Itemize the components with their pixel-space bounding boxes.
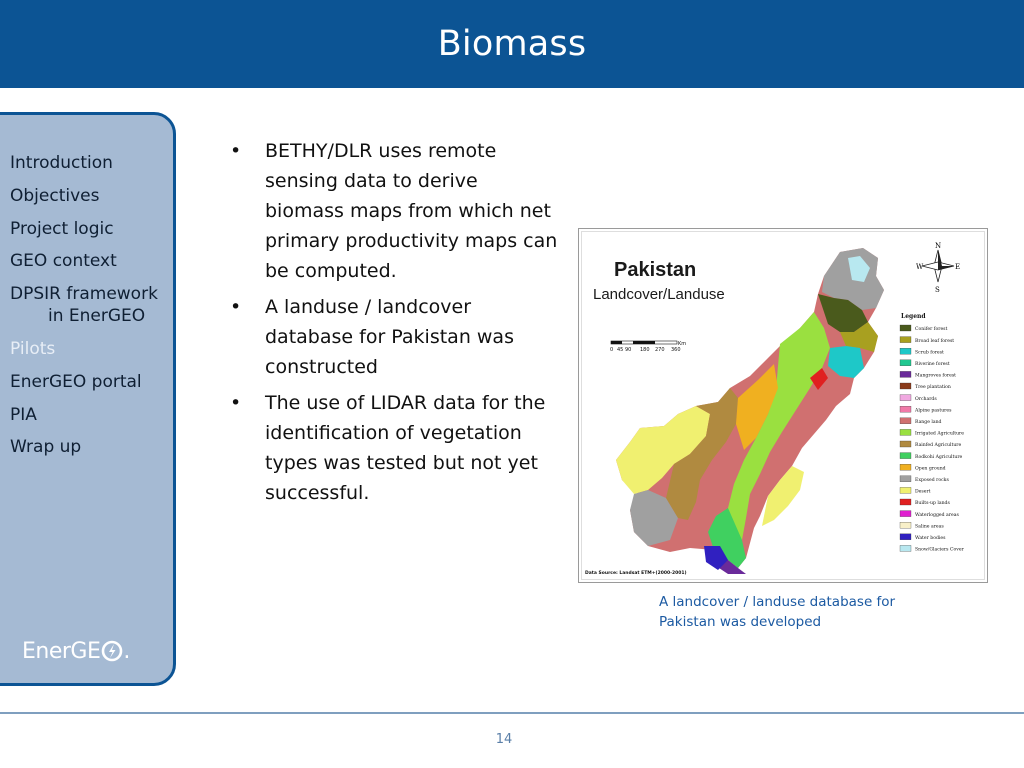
nav-item-pilots[interactable]: Pilots (10, 338, 56, 359)
legend-label: Broad leaf forest (915, 338, 955, 344)
legend-label: Tree plantation (915, 385, 951, 391)
legend-swatch (900, 325, 911, 331)
legend-swatch (900, 418, 911, 424)
nav-item-objectives[interactable]: Objectives (10, 185, 100, 206)
compass-s: S (935, 286, 940, 294)
scale-tick: 90 (625, 347, 632, 353)
scale-tick: 360 (671, 347, 681, 353)
map-data-source: Data Source: Landsat ETM+(2000-2001) (585, 571, 687, 576)
legend-swatch (900, 511, 911, 517)
legend-swatch (900, 499, 911, 505)
legend-swatch (900, 406, 911, 412)
footer-divider (0, 712, 1024, 714)
legend-label: Riverine forest (915, 362, 950, 367)
legend-label: Desert (915, 489, 931, 495)
legend-label: Exposed rocks (915, 478, 949, 483)
legend-label: Rainfed Agriculture (915, 443, 962, 449)
scale-bar (610, 341, 686, 353)
compass-e: E (955, 263, 961, 271)
nav-item-geo-context[interactable]: GEO context (10, 251, 117, 272)
legend-swatch (900, 545, 911, 551)
legend-label: Irrigated Agriculture (915, 431, 964, 437)
legend-swatch (900, 337, 911, 343)
legend-label: Conifer forest (915, 327, 948, 333)
legend-swatch (900, 441, 911, 447)
bullet-text: BETHY/DLR uses remote sensing data to derive biomass maps from which net primary productivity maps can be computed. (265, 140, 558, 282)
pakistan-landcover-map (578, 228, 988, 583)
nav-item-introduction[interactable]: Introduction (10, 153, 113, 173)
energeo-logo (22, 636, 130, 666)
legend-title: Legend (901, 313, 926, 320)
legend-label: Orchards (915, 396, 937, 402)
legend-swatch (900, 522, 911, 528)
compass-w: W (916, 263, 924, 271)
scale-tick: 45 (617, 347, 624, 353)
legend-swatch (900, 383, 911, 389)
nav-item-energeo-portal[interactable]: EnerGEO portal (10, 371, 142, 392)
legend-label: Water bodies (915, 536, 946, 541)
logo-text: EnerGE (22, 638, 101, 664)
legend-swatch (900, 360, 911, 366)
bullet-list (226, 136, 561, 514)
legend-label: Open ground (915, 466, 946, 472)
legend-label: Range land (915, 420, 942, 425)
legend-swatch (900, 453, 911, 459)
scale-tick: 270 (655, 347, 665, 353)
legend-label: Waterlogged areas (915, 512, 959, 518)
bullet-item (226, 388, 561, 508)
nav-item-label: DPSIR framework (10, 284, 158, 305)
bullet-text: The use of LIDAR data for the identification of vegetation types was tested but not yet successful. (265, 392, 546, 504)
bullet-text: A landuse / landcover database for Pakistan was constructed (265, 296, 514, 378)
logo-suffix: . (123, 638, 131, 664)
legend-label: Scrub forest (915, 350, 944, 356)
legend-swatch (900, 348, 911, 354)
map-title: Pakistan (614, 259, 697, 281)
nav-item-project-logic[interactable]: Project logic (10, 218, 114, 239)
nav-item-pia[interactable]: PIA (10, 404, 37, 425)
bullet-marker: • (230, 140, 242, 162)
legend-swatch (900, 371, 911, 377)
legend-label: Snow/Glaciers Cover (915, 547, 964, 553)
bullet-item (226, 292, 561, 382)
legend-label: Mangroves forest (915, 373, 957, 379)
map-subtitle: Landcover/Landuse (593, 286, 725, 303)
nav-item-wrap-up[interactable]: Wrap up (10, 437, 82, 458)
globe-bolt-icon (101, 640, 123, 662)
scale-tick: 180 (640, 347, 650, 353)
legend-label: Saline areas (915, 524, 944, 530)
legend-label: Alpine pastures (915, 408, 952, 414)
legend-swatch (900, 534, 911, 540)
bullet-marker: • (230, 296, 242, 318)
figure-caption: A landcover / landuse database for Pakistan was developed (659, 594, 896, 630)
legend-swatch (900, 464, 911, 470)
compass-n: N (935, 242, 942, 250)
legend-label: Builts-up lands (915, 501, 950, 507)
slide-title: Biomass (437, 24, 587, 64)
legend-swatch (900, 476, 911, 482)
legend-swatch (900, 395, 911, 401)
legend-swatch (900, 487, 911, 493)
bullet-marker: • (230, 392, 242, 414)
legend-label: Rodkohi Agriculture (915, 454, 963, 460)
sidebar-nav (10, 152, 180, 469)
legend-swatch (900, 429, 911, 435)
nav-item-dpsir-framework[interactable] (10, 283, 176, 327)
bullet-item (226, 136, 561, 286)
page-number: 14 (495, 732, 513, 747)
nav-item-label-continued: in EnerGEO (48, 306, 146, 327)
scale-unit: Km (678, 341, 687, 347)
scale-tick: 0 (610, 347, 614, 353)
title-bar (0, 0, 1024, 88)
